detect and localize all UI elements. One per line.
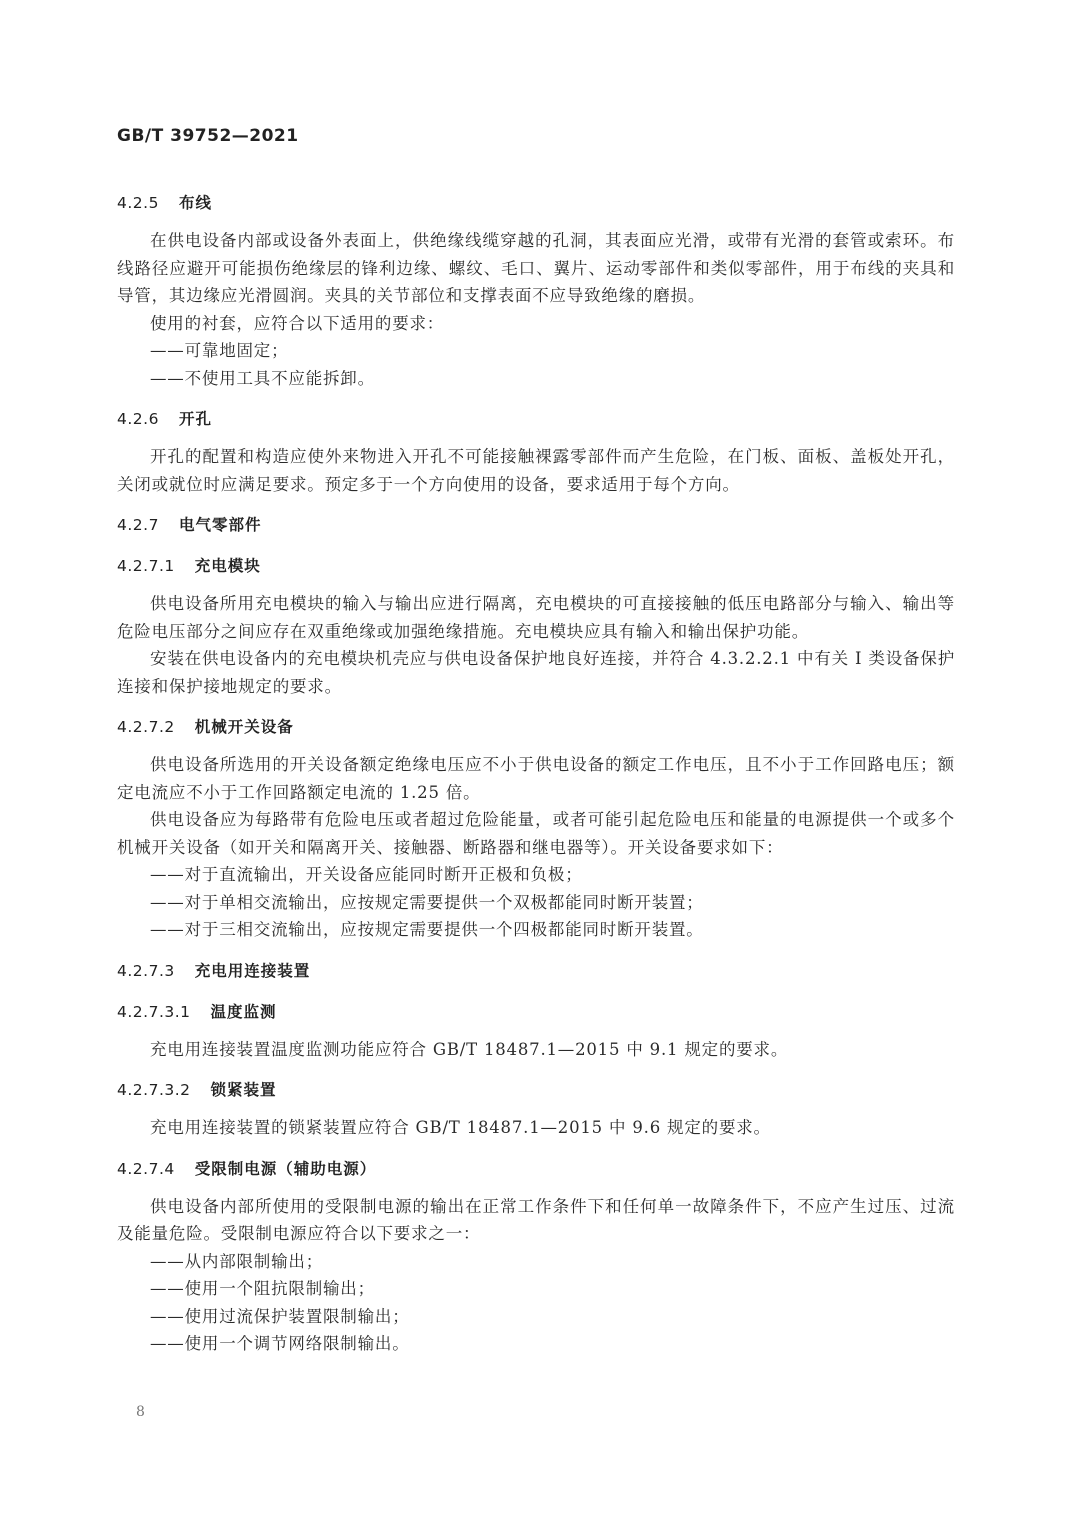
section-number: 4.2.7.3.2 [117, 1081, 191, 1099]
section-number: 4.2.6 [117, 410, 159, 428]
section-heading-4-2-7-2 [117, 714, 955, 741]
paragraph: 充电用连接装置的锁紧装置应符合 GB/T 18487.1—2015 中 9.6 规定的要求。 [150, 1118, 771, 1137]
list-item: ——对于三相交流输出，应按规定需要提供一个四极都能同时断开装置。 [150, 920, 704, 939]
page-number: 8 [136, 1404, 145, 1420]
section-title: 充电模块 [194, 557, 261, 575]
paragraph: 供电设备所用充电模块的输入与输出应进行隔离，充电模块的可直接接触的低压电路部分与输入、输出等危险电压部分之间应存在双重绝缘或加强绝缘措施。充电模块应具有输入和输出保护功能。 [117, 594, 955, 641]
section-title: 温度监测 [210, 1002, 277, 1021]
section-heading-4-2-7-3-2 [117, 1077, 955, 1104]
section-heading-4-2-5 [117, 190, 955, 217]
section-number: 4.2.7 [117, 516, 159, 534]
paragraph: 安装在供电设备内的充电模块机壳应与供电设备保护地良好连接，并符合 4.3.2.2.1 中有关 Ⅰ 类设备保护连接和保护接地规定的要求。 [117, 649, 955, 696]
section-title: 锁紧装置 [210, 1081, 277, 1099]
list-item: ——使用过流保护装置限制输出； [150, 1306, 410, 1326]
list-item: ——使用一个调节网络限制输出。 [150, 1334, 410, 1353]
section-number: 4.2.7.3.1 [117, 1002, 191, 1021]
section-number: 4.2.7.2 [117, 718, 175, 736]
section-title: 开孔 [178, 410, 212, 428]
section-number: 4.2.7.4 [117, 1159, 175, 1178]
section-heading-4-2-7-1 [117, 553, 955, 580]
section-title: 机械开关设备 [194, 718, 294, 736]
paragraph: 供电设备应为每路带有危险电压或者超过危险能量，或者可能引起危险电压和能量的电源提供一个或多个机械开关设备（如开关和隔离开关、接触器、断路器和继电器等）。开关设备要求如下： [117, 810, 955, 857]
list-item: ——使用一个阻抗限制输出； [150, 1279, 375, 1298]
section-heading-4-2-7 [117, 512, 955, 539]
paragraph: 供电设备内部所使用的受限制电源的输出在正常工作条件下和任何单一故障条件下，不应产生过压、过流及能量危险。受限制电源应符合以下要求之一： [117, 1196, 955, 1243]
paragraph: 开孔的配置和构造应使外来物进入开孔不可能接触裸露零部件而产生危险，在门板、面板、盖板处开孔，关闭或就位时应满足要求。预定多于一个方向使用的设备，要求适用于每个方向。 [117, 447, 955, 494]
section-title: 布线 [178, 194, 212, 212]
list-item: ——对于单相交流输出，应按规定需要提供一个双极都能同时断开装置； [150, 892, 704, 912]
document-body [117, 190, 955, 1358]
paragraph: 供电设备所选用的开关设备额定绝缘电压应不小于供电设备的额定工作电压，且不小于工作回路电压；额定电流应不小于工作回路额定电流的 1.25 倍。 [117, 755, 955, 802]
section-number: 4.2.7.1 [117, 557, 175, 575]
standard-code: GB/T 39752—2021 [117, 126, 299, 146]
section-heading-4-2-6 [117, 406, 955, 433]
section-heading-4-2-7-4 [117, 1156, 955, 1183]
list-item: ——不使用工具不应能拆卸。 [150, 368, 375, 388]
paragraph: 使用的衬套，应符合以下适用的要求： [150, 313, 445, 333]
section-heading-4-2-7-3 [117, 958, 955, 985]
section-title: 充电用连接装置 [194, 961, 311, 980]
paragraph: 充电用连接装置温度监测功能应符合 GB/T 18487.1—2015 中 9.1 规定的要求。 [150, 1039, 789, 1059]
section-heading-4-2-7-3-1 [117, 999, 955, 1026]
paragraph: 在供电设备内部或设备外表面上，供绝缘线缆穿越的孔洞，其表面应光滑，或带有光滑的套管或索环。布线路径应避开可能损伤绝缘层的锋利边缘、螺纹、毛口、翼片、运动零部件和类似零部件，用于布线的夹具和导管，其边缘应光滑圆润。夹具的关节部位和支撑表面不应导致绝缘的磨损。 [117, 231, 955, 305]
list-item: ——对于直流输出，开关设备应能同时断开正极和负极； [150, 865, 583, 884]
section-number: 4.2.7.3 [117, 961, 175, 980]
list-item: ——从内部限制输出； [150, 1251, 323, 1271]
section-title: 受限制电源（辅助电源） [194, 1159, 377, 1178]
section-number: 4.2.5 [117, 194, 159, 212]
list-item: ——可靠地固定； [150, 341, 289, 360]
section-title: 电气零部件 [178, 516, 262, 534]
